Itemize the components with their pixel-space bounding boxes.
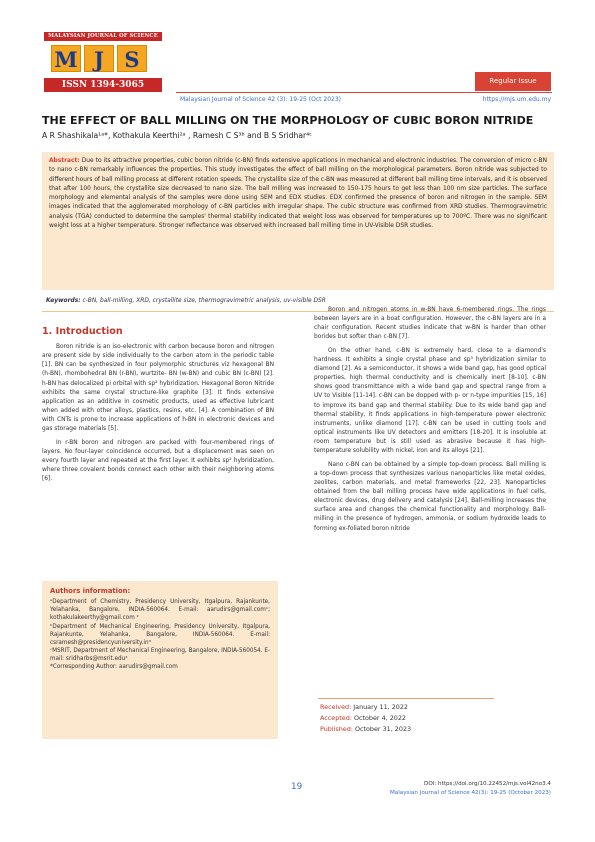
- footer-journal-citation: Malaysian Journal of Science 42(3): 19-25 (October 2023): [389, 790, 551, 796]
- journal-logo: [44, 32, 162, 94]
- paragraph: Nano c-BN can be obtained by a simple top-down process. Ball milling is a top-down process that synthesizes various nanoparticles like metal oxides, zeolites, carbon materials, and metal frameworks [22, 23]. Nanoparticles obtained from the ball milling process have wide applications in fuel cells, electronic devices, drug delivery and catalysis [24]. Ball-milling increases the surface area and changes the chemical functionality and morphology. Ball-milling in the presence of hydrogen, ammonia, or sodium hydroxide leads to forming ex-foliated boron nitride: [314, 461, 546, 532]
- logo-issn: ISSN 1394-3065: [44, 78, 162, 92]
- left-column: [42, 343, 274, 488]
- abstract-box: [42, 152, 554, 290]
- paragraph: In r-BN boron and nitrogen are packed with four-membered rings of layers. No four-layer coincidence occurred, but a displacement was seen on every fourth layer and repeated at the first layer. It exhibits sp² hybridization, where three covalent bonds connect each other with their neighboring atoms [6].: [42, 439, 274, 483]
- article-dates: [320, 702, 411, 734]
- author-list: A R Shashikala¹ᵃ*, Kothakula Keerthi²ᵃ , Ramesh C S³ᵇ and B S Sridhar⁴ᶜ: [42, 131, 312, 140]
- published-label: Published:: [320, 724, 353, 733]
- keywords-text: c-BN, ball-milling, XRD, crystallite size, thermogravimetric analysis, uv-visible DSR: [82, 298, 326, 304]
- logo-letter-s: S: [117, 45, 147, 72]
- accepted-label: Accepted:: [320, 713, 352, 722]
- affiliation-c: ᶜMSRIT, Department of Mechanical Engineering, Bangalore, INDIA-560054. E-mail: sridharbs@msrit.edu⁴: [50, 648, 270, 663]
- corresponding-author: *Corresponding Author: aarudirs@gmail.com: [50, 664, 178, 671]
- header-rule: [176, 92, 552, 93]
- affiliation-b: ᵇDepartment of Mechanical Engineering, Presidency University, Itgalpura, Rajankunte, Yelahanka, Bangalore, INDIA-560064. E-mail: csramesh@presidencyuniversity.in³: [50, 623, 270, 646]
- article-title: THE EFFECT OF BALL MILLING ON THE MORPHOLOGY OF CUBIC BORON NITRIDE: [42, 114, 534, 127]
- logo-letters: [51, 45, 147, 72]
- right-column: [314, 306, 546, 538]
- paragraph: Boron and nitrogen atoms in w-BN have 6-membered rings. The rings between layers are in a boat configuration. However, the c-BN layers are in a chair configuration. Recent studies indicate that w-BN is harder than other borides but softer than c-BN [7].: [314, 307, 546, 341]
- logo-letter-j: J: [84, 45, 114, 72]
- paragraph: Boron nitride is an iso-electronic with carbon because boron and nitrogen are present side by side individually to the carbon atom in the periodic table [1]. BN can be synthesized in four polymorphic structures viz hexagonal BN (h-BN), rhombohedral BN (r-BN), wurtzite- BN (w-BN) and cubic BN (c-BN) [2]. h-BN has delocalized pi orbital with sp² hybridization. Hexagonal Boron Nitride exhibits the same crystal structure-like graphite [3]. It finds extensive application as an additive in cosmetic products, used as effective lubricant when added with other alloys, plastics, resins, etc. [4]. A combination of BN with CNTs is prone to increase applications of h-BN in electronic devices and gas storage materials [5].: [42, 344, 274, 433]
- regular-issue-badge: Regular Issue: [475, 72, 551, 91]
- keywords-label: Keywords:: [46, 298, 81, 304]
- journal-citation: Malaysian Journal of Science 42 (3): 19-25 (Oct 2023): [180, 96, 341, 103]
- affiliation-a: ᵃDepartment of Chemistry, Presidency University, Itgalpura, Rajankunte, Yelahanka, Bangalore, INDIA-560064. E-mail: aarudirs@gmail.com¹; kothakulakeerthy@gmail.com ²: [50, 599, 270, 622]
- accepted-date: October 4, 2022: [353, 713, 406, 722]
- section-heading-introduction: 1. Introduction: [42, 326, 123, 337]
- logo-banner: MALAYSIAN JOURNAL OF SCIENCE: [44, 32, 162, 41]
- published-date: October 31, 2023: [354, 724, 412, 733]
- doi-link[interactable]: DOI: https://doi.org/10.22452/mjs.vol42no3.4: [424, 781, 551, 787]
- author-info-heading: Authors information:: [50, 587, 131, 595]
- received-date: January 11, 2022: [353, 703, 408, 711]
- abstract-text: Due to its attractive properties, cubic boron nitride (c-BN) finds extensive applications in mechanical and electronic industries. The conversion of micro c-BN to nano c-BN remarkably influences the properties. This study investigates the effect of ball milling on the morphological parameters. Boron nitride was subjected to different hours of ball milling process at different rotation speeds. The crystallite size of the c-BN was measured at different ball milling time intervals, and it is observed that after 100 hours, the crystallite size decreased to nano size. The ball milling was increased to 150-175 hours to get less than 100 nm size particles. The surface morphology and elemental analysis of the samples were done using SEM and EDX studies. EDX confirmed the presence of boron and nitrogen in the sample. SEM images indicated that the agglomerated morphology of c-BN particles with irregular shape. The cubic structure was confirmed from XRD studies. Thermogravimetric analysis (TGA) conducted to determine the samples' thermal stability indicated that weight loss was observed for temperatures up to 700ºC. There was no significant weight loss at a higher temperature. Stronger reflectance was observed with increased ball milling time in UV-Visible DSR studies.: [49, 158, 547, 230]
- dates-divider: [318, 698, 494, 699]
- journal-url-link[interactable]: https://mjs.um.edu.my: [482, 96, 551, 103]
- keywords: [46, 298, 326, 304]
- logo-letter-m: M: [51, 45, 81, 72]
- author-information-box: [42, 581, 278, 739]
- received-label: Received:: [320, 703, 352, 711]
- page-number: 19: [291, 782, 303, 792]
- abstract-label: Abstract:: [49, 158, 80, 164]
- paragraph: On the other hand, c-BN is extremely hard, close to a diamond's hardness. It exhibits a single crystal phase and sp³ hybridization similar to diamond [2]. As a semiconductor, it shows a wide band gap, has good optical properties, high thermal conductivity and is chemically inert [8-10]. c-BN shows good transmittance with a wide band gap and spectral range from a UV to Visible [11-14]. c-BN can be dopped with p- or n-type impurities [15, 16] to improve its band gap and thermal stability. Due to its wide band gap and thermal stability, it finds applications in high-temperature power electronic instruments, unlike diamond [17]. c-BN can be used in cutting tools and optical instruments like UV detectors and emitters [18-20]. It is insoluble at room temperature but is still used as abrasive because it has high-temperature solubility with nickel, iron and its alloys [21].: [314, 347, 546, 455]
